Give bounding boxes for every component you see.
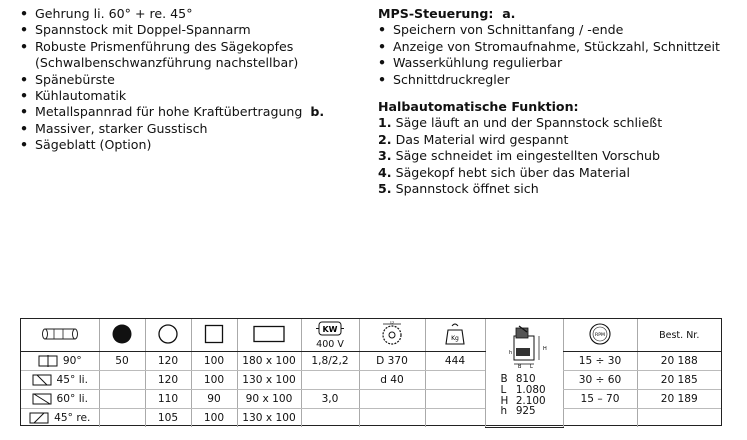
cell-blade: d 40 [359, 371, 425, 390]
feature-list [20, 6, 365, 154]
cell-solid-round [99, 371, 145, 390]
cell-solid-round [99, 409, 145, 428]
dim-table-height: h 925 [500, 405, 536, 418]
spec-icon-row [21, 319, 721, 352]
cut-45-right-icon [29, 412, 49, 424]
cell-bestnr: 20 189 [637, 390, 721, 409]
cut-60-left-icon [32, 393, 52, 405]
cell-rect: 130 x 100 [237, 409, 301, 428]
mps-item: • Schnittdruckregler [378, 71, 510, 87]
cell-round: 105 [145, 409, 191, 428]
weight-icon [425, 319, 485, 352]
cell-solid-round [99, 390, 145, 409]
cell-blade [359, 390, 425, 409]
spec-row [21, 390, 721, 409]
cell-bestnr: 20 188 [637, 352, 721, 371]
rpm-icon [563, 319, 637, 352]
feature-item: • Robuste Prismenführung des Sägekopfes (Schwalbenschwanzführung nachstellbar) [20, 38, 299, 71]
bestnr-header: Best. Nr. [637, 319, 721, 352]
rectangle-profile-icon [237, 319, 301, 352]
power-cell [301, 319, 359, 352]
cell-power [301, 371, 359, 390]
feature-item: • Gehrung li. 60° + re. 45° [20, 6, 193, 21]
marker-a: a. [502, 6, 516, 21]
cell-power: 1,8/2,2 [301, 352, 359, 371]
voltage-label: 400 V [316, 339, 344, 350]
control-column [378, 6, 738, 197]
feature-item: • Spannstock mit Doppel-Spannarm [20, 22, 251, 38]
cell-weight [425, 371, 485, 390]
cell-blade: D 370 [359, 352, 425, 371]
solid-round-icon [99, 319, 145, 352]
cell-round: 110 [145, 390, 191, 409]
step-item: 2. Das Material wird gespannt [378, 131, 569, 147]
angle-cell: 90° [21, 352, 99, 371]
cell-rpm: 15 ÷ 30 [563, 352, 637, 371]
cell-rpm: 15 – 70 [563, 390, 637, 409]
angle-cell: 60° li. [21, 390, 99, 409]
mps-item: • Wasserkühlung regulierbar [378, 55, 563, 71]
feature-item: • Massiver, starker Gusstisch [20, 120, 208, 136]
svg-text:KW: KW [322, 325, 338, 334]
mps-list [378, 22, 738, 88]
feature-item: • Kühlautomatik [20, 88, 127, 104]
cell-bestnr: 20 185 [637, 371, 721, 390]
round-profile-icon [145, 319, 191, 352]
angle-cell: 45° li. [21, 371, 99, 390]
cut-90-icon [38, 355, 58, 367]
cell-square: 100 [191, 409, 237, 428]
mps-item: • Speichern von Schnittanfang / -ende [378, 22, 624, 38]
angle-cell: 45° re. [21, 409, 99, 428]
feature-item: • Spänebürste [20, 71, 115, 87]
cell-rpm [563, 409, 637, 428]
dim-height: H 2.100 [500, 394, 546, 407]
svg-text:B: B [517, 364, 521, 368]
feature-item: • Sägeblatt (Option) [20, 137, 152, 153]
svg-text:Kg: Kg [451, 334, 459, 342]
cell-solid-round: 50 [99, 352, 145, 371]
svg-text:H: H [542, 346, 547, 352]
saw-blade-icon [359, 319, 425, 352]
cell-bestnr [637, 409, 721, 428]
cell-round: 120 [145, 352, 191, 371]
cell-round: 120 [145, 371, 191, 390]
spec-row [21, 352, 721, 371]
dim-width: B 810 [500, 373, 536, 385]
marker-b: b. [310, 104, 325, 120]
spec-table [20, 318, 722, 426]
cell-rect: 130 x 100 [237, 371, 301, 390]
cell-square: 100 [191, 371, 237, 390]
mps-item: • Anzeige von Stromaufnahme, Stückzahl, Schnittzeit [378, 38, 720, 54]
cell-weight: 444 [425, 352, 485, 371]
cell-square: 90 [191, 390, 237, 409]
dim-length: L 1.080 [500, 383, 546, 396]
feature-list-column [20, 6, 365, 154]
step-item: 4. Sägekopf hebt sich über das Material [378, 164, 630, 180]
svg-text:D: D [390, 320, 394, 326]
material-bar-icon [21, 319, 99, 352]
machine-outline-icon [506, 324, 550, 368]
cut-45-left-icon [32, 374, 52, 386]
cell-weight [425, 409, 485, 428]
cell-rpm: 30 ÷ 60 [563, 371, 637, 390]
mps-heading: MPS-Steuerung: a. [378, 6, 516, 21]
cell-blade [359, 409, 425, 428]
step-item: 3. Säge schneidet im eingestellten Vorschub [378, 148, 661, 164]
spec-row [21, 409, 721, 428]
kw-motor-icon [315, 321, 345, 337]
feature-item: • Metallspannrad für hohe Kraftübertragung b. [20, 104, 325, 120]
machine-dimensions-cell [485, 319, 563, 427]
step-item: 1. Säge läuft an und der Spannstock schließt [378, 115, 663, 131]
cell-weight [425, 390, 485, 409]
step-item: 5. Spannstock öffnet sich [378, 181, 539, 197]
semi-auto-steps [378, 115, 738, 197]
svg-text:h: h [508, 350, 512, 356]
square-profile-icon [191, 319, 237, 352]
spec-row [21, 371, 721, 390]
svg-text:RPM: RPM [595, 332, 605, 338]
semi-auto-heading: Halbautomatische Funktion: [378, 99, 579, 115]
svg-text:L: L [529, 364, 533, 368]
cell-power [301, 409, 359, 428]
cell-square: 100 [191, 352, 237, 371]
cell-power: 3,0 [301, 390, 359, 409]
cell-rect: 180 x 100 [237, 352, 301, 371]
cell-rect: 90 x 100 [237, 390, 301, 409]
